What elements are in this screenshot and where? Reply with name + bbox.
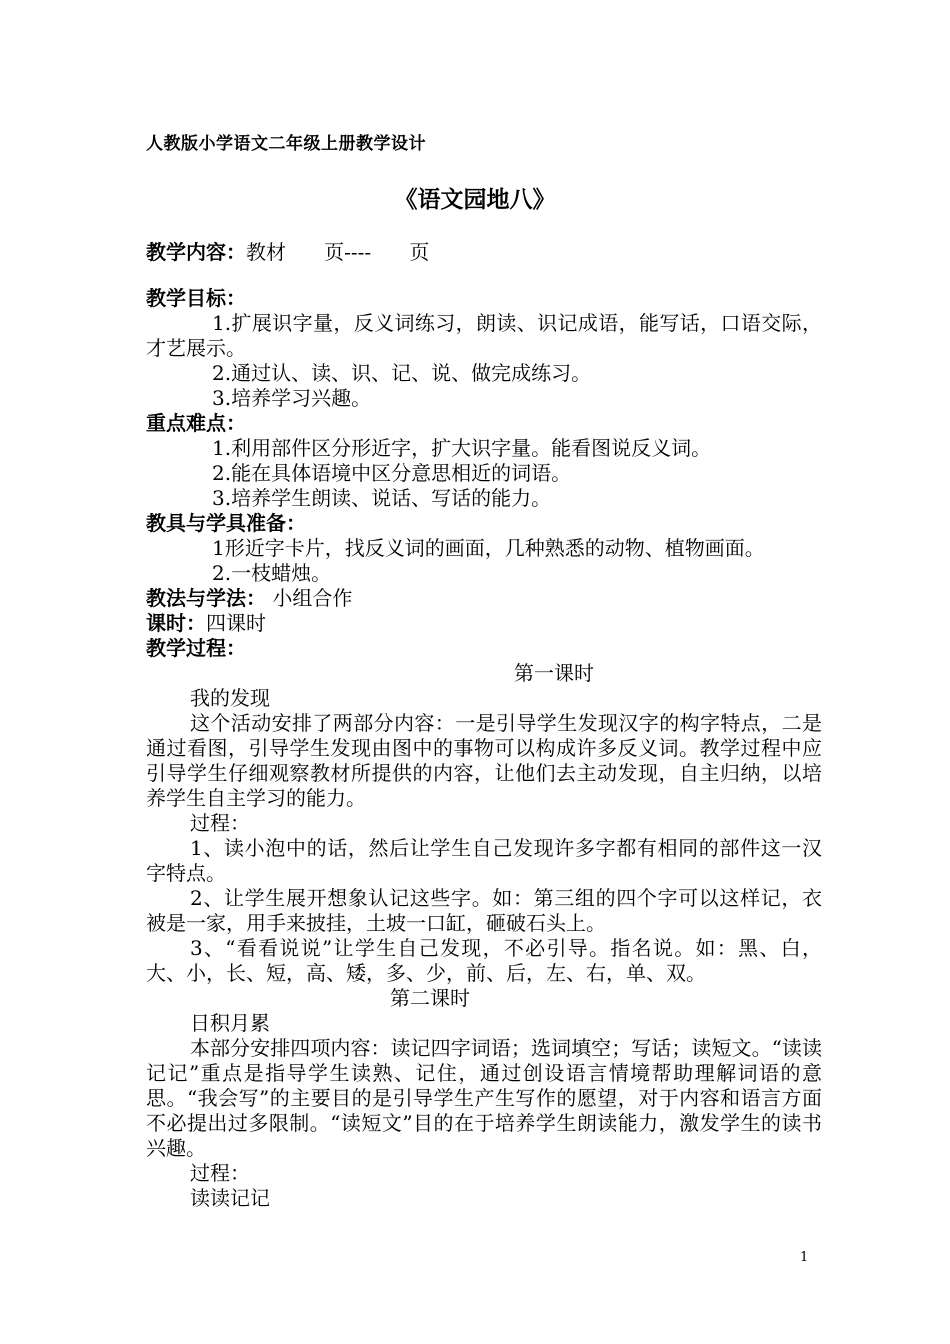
key-point-item: 2.能在具体语境中区分意思相近的词语。 xyxy=(212,461,572,485)
header-title: 人教版小学语文二年级上册教学设计 xyxy=(146,134,426,154)
lesson2-last-item: 读读记记 xyxy=(190,1186,270,1210)
teaching-content-value: 教材 页---- 页 xyxy=(246,240,430,264)
teaching-content-line xyxy=(146,240,822,265)
methods-line xyxy=(146,586,822,611)
lesson2-process-label: 过程： xyxy=(190,1161,250,1185)
objective-item: 1.扩展识字量，反义词练习，朗读、识记成语，能写话，口语交际，才艺展示。 xyxy=(146,311,822,360)
methods-label: 教法与学法： xyxy=(146,586,266,610)
lesson1-process-label: 过程： xyxy=(190,811,250,835)
lesson2-intro: 本部分安排四项内容：读记四字词语；选词填空；写话；读短文。“读读记记”重点是指导学生读熟、记住，通过创设语言情境帮助理解词语的意思。“我会写”的主要目的是引导学生产生写作的愿望，对于内容和语言方面不必提出过多限制。“读短文”目的在于培养学生朗读能力，激发学生的读书兴趣。 xyxy=(146,1036,822,1160)
lesson1-heading: 第一课时 xyxy=(514,661,594,685)
objectives-label: 教学目标： xyxy=(146,286,246,310)
teaching-content-label: 教学内容： xyxy=(146,240,246,264)
materials-item: 1形近字卡片，找反义词的画面，几种熟悉的动物、植物画面。 xyxy=(212,536,765,560)
materials-label: 教具与学具准备： xyxy=(146,511,306,535)
document-body xyxy=(146,240,822,1211)
lesson2-subheading: 日积月累 xyxy=(190,1011,270,1035)
lesson1-step: 3、“看看说说”让学生自己发现，不必引导。指名说。如：黑、白，大、小，长、短，高、矮，多、少，前、后，左、右，单、双。 xyxy=(146,936,822,985)
key-point-item: 1.利用部件区分形近字，扩大识字量。能看图说反义词。 xyxy=(212,436,712,460)
lesson2-heading: 第二课时 xyxy=(390,986,470,1010)
objective-item: 3.培养学习兴趣。 xyxy=(212,386,372,410)
page-number: 1 xyxy=(800,1250,809,1265)
lesson1-subheading: 我的发现 xyxy=(190,686,270,710)
key-points-label: 重点难点： xyxy=(146,411,246,435)
key-point-item: 3.培养学生朗读、说话、写话的能力。 xyxy=(212,486,552,510)
spacer xyxy=(146,265,822,286)
hours-label: 课时： xyxy=(146,611,206,635)
document-title: 《语文园地八》 xyxy=(394,187,556,213)
lesson1-intro: 这个活动安排了两部分内容：一是引导学生发现汉字的构字特点，二是通过看图，引导学生发现由图中的事物可以构成许多反义词。教学过程中应引导学生仔细观察教材所提供的内容，让他们去主动发现，自主归纳，以培养学生自主学习的能力。 xyxy=(146,711,822,810)
methods-value: 小组合作 xyxy=(266,586,353,610)
objective-item: 2.通过认、读、识、记、说、做完成练习。 xyxy=(212,361,592,385)
process-label: 教学过程： xyxy=(146,636,246,660)
hours-line xyxy=(146,611,822,636)
lesson1-step: 1、读小泡中的话，然后让学生自己发现许多字都有相同的部件这一汉字特点。 xyxy=(146,836,822,885)
lesson1-step: 2、让学生展开想象认记这些字。如：第三组的四个字可以这样记，衣被是一家，用手来披挂，土坡一口缸，砸破石头上。 xyxy=(146,886,822,935)
materials-item: 2.一枝蜡烛。 xyxy=(212,561,332,585)
hours-value: 四课时 xyxy=(206,611,266,635)
